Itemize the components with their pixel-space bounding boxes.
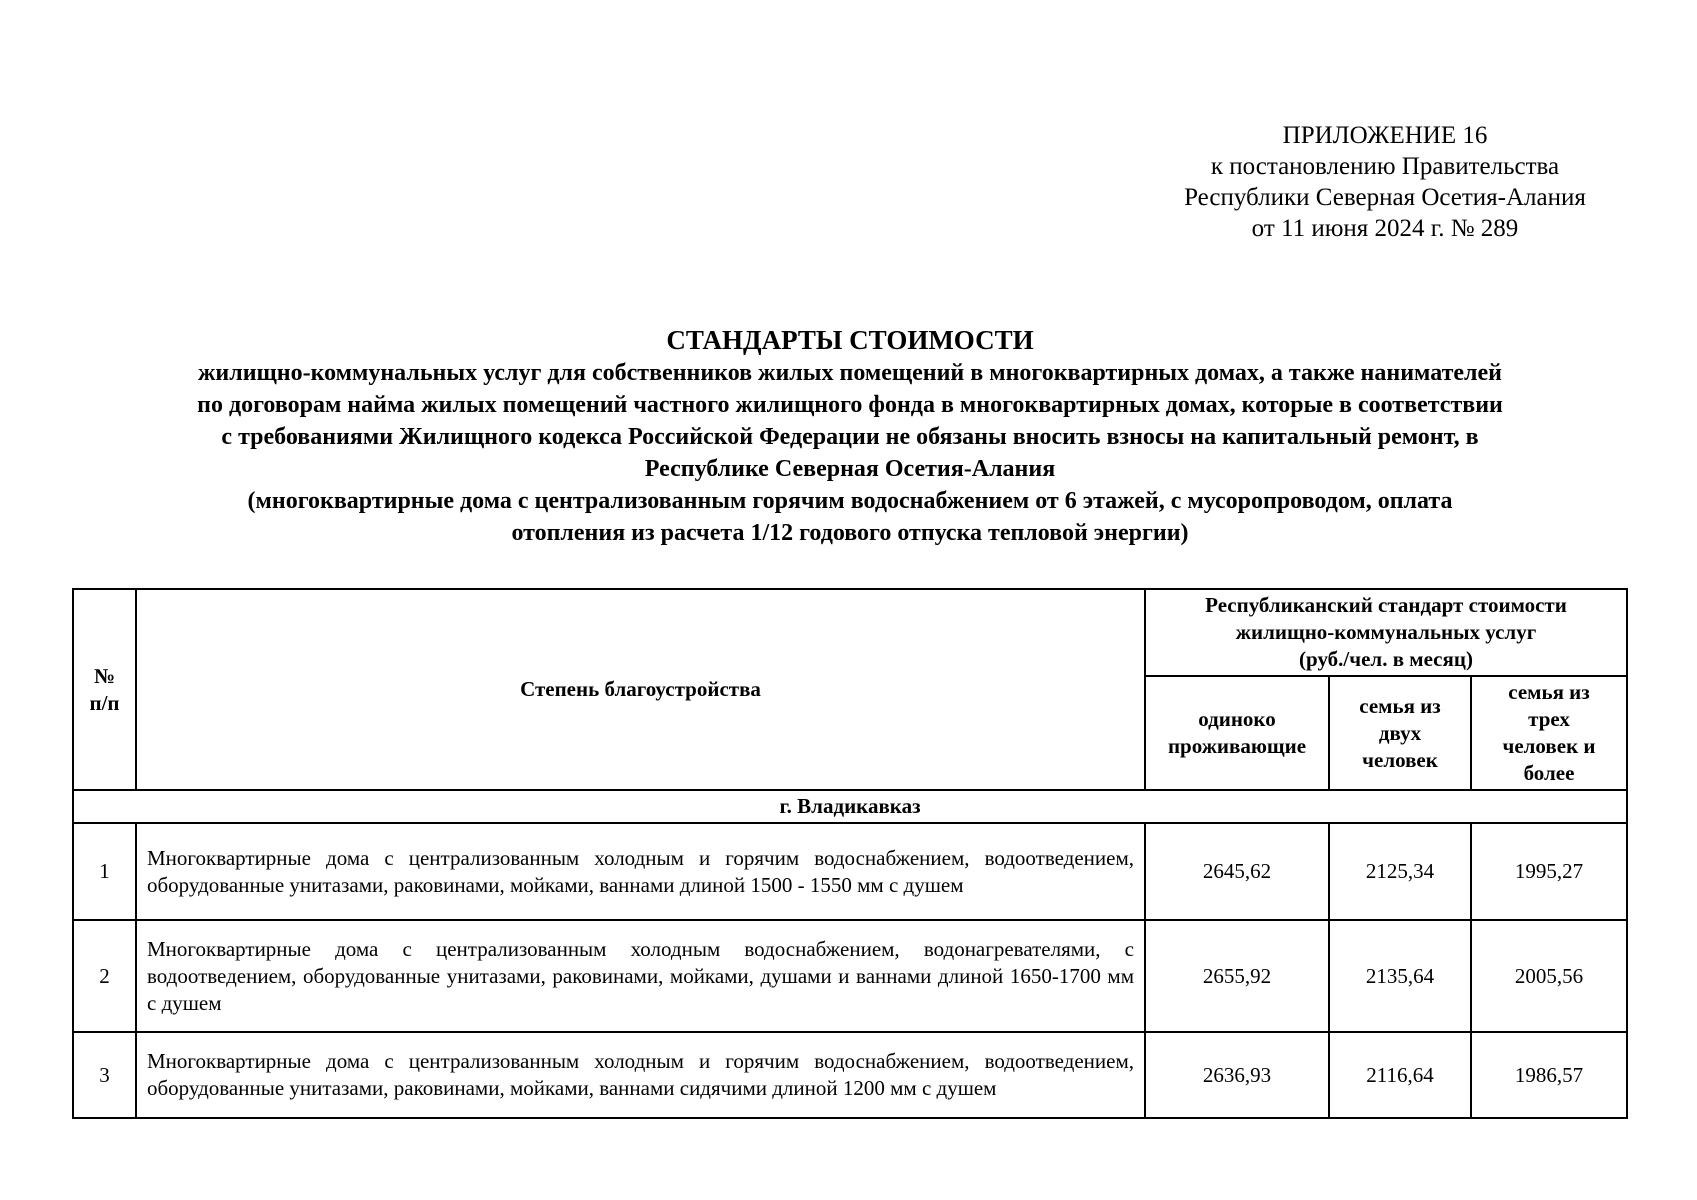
appendix-date-line: от 11 июня 2024 г. № 289 [1251, 215, 1519, 242]
title-line-5: (многоквартирные дома с централизованным горячим водоснабжением от 6 этажей, с мусоропроводом, оплата [247, 488, 1453, 514]
document-title-block [60, 323, 1640, 549]
city-name: г. Владикавказ [73, 790, 1627, 823]
value-three: 2005,56 [1471, 920, 1627, 1032]
appendix-number: ПРИЛОЖЕНИЕ 16 [1282, 122, 1488, 149]
row-number: 3 [73, 1032, 136, 1118]
value-three: 1986,57 [1471, 1032, 1627, 1118]
header-two: семья из двух человек [1329, 676, 1471, 790]
title-line-1: жилищно-коммунальных услуг для собственников жилых помещений в многоквартирных домах, а также нанимателей [198, 360, 1502, 386]
table-row [73, 920, 1627, 1032]
value-three: 1995,27 [1471, 823, 1627, 920]
row-description: Многоквартирные дома с централизованным холодным и горячим водоснабжением, водоотведением, оборудованные унитазами, раковинами, мойками, ваннами сидячими длиной 1200 мм с душем [136, 1032, 1145, 1118]
header-standard: Республиканский стандарт стоимости жилищно-коммунальных услуг (руб./чел. в месяц) [1145, 589, 1627, 676]
city-row [73, 790, 1627, 823]
title-line-2: по договорам найма жилых помещений частного жилищного фонда в многоквартирных домах, которые в соответствии [197, 392, 1503, 418]
value-two: 2125,34 [1329, 823, 1471, 920]
table-row [73, 823, 1627, 920]
appendix-reference [1120, 120, 1650, 244]
title-line-4: Республике Северная Осетия-Алания [644, 456, 1056, 482]
appendix-resolution-line: к постановлению Правительства [1210, 153, 1560, 180]
table-row [73, 1032, 1627, 1118]
title-line-6: отопления из расчета 1/12 годового отпуска тепловой энергии) [511, 520, 1189, 546]
row-description: Многоквартирные дома с централизованным холодным водоснабжением, водонагревателями, с водоотведением, оборудованные унитазами, раковинами, мойками, душами и ваннами длиной 1650-1700 мм с душем [136, 920, 1145, 1032]
header-row-1 [73, 589, 1627, 676]
cost-standards-table [72, 588, 1628, 1119]
title-line-3: с требованиями Жилищного кодекса Российской Федерации не обязаны вносить взносы на капитальный ремонт, в [221, 424, 1479, 450]
value-two: 2116,64 [1329, 1032, 1471, 1118]
value-single: 2636,93 [1145, 1032, 1329, 1118]
value-single: 2655,92 [1145, 920, 1329, 1032]
row-number: 2 [73, 920, 136, 1032]
appendix-government-line: Республики Северная Осетия-Алания [1184, 184, 1586, 211]
header-number: № п/п [73, 589, 136, 790]
document-title: СТАНДАРТЫ СТОИМОСТИ [666, 325, 1034, 355]
header-single: одиноко проживающие [1145, 676, 1329, 790]
row-number: 1 [73, 823, 136, 920]
value-single: 2645,62 [1145, 823, 1329, 920]
value-two: 2135,64 [1329, 920, 1471, 1032]
row-description: Многоквартирные дома с централизованным холодным и горячим водоснабжением, водоотведением, оборудованные унитазами, раковинами, мойками, ваннами длиной 1500 - 1550 мм с душем [136, 823, 1145, 920]
header-three: семья из трех человек и более [1471, 676, 1627, 790]
header-degree: Степень благоустройства [136, 589, 1145, 790]
